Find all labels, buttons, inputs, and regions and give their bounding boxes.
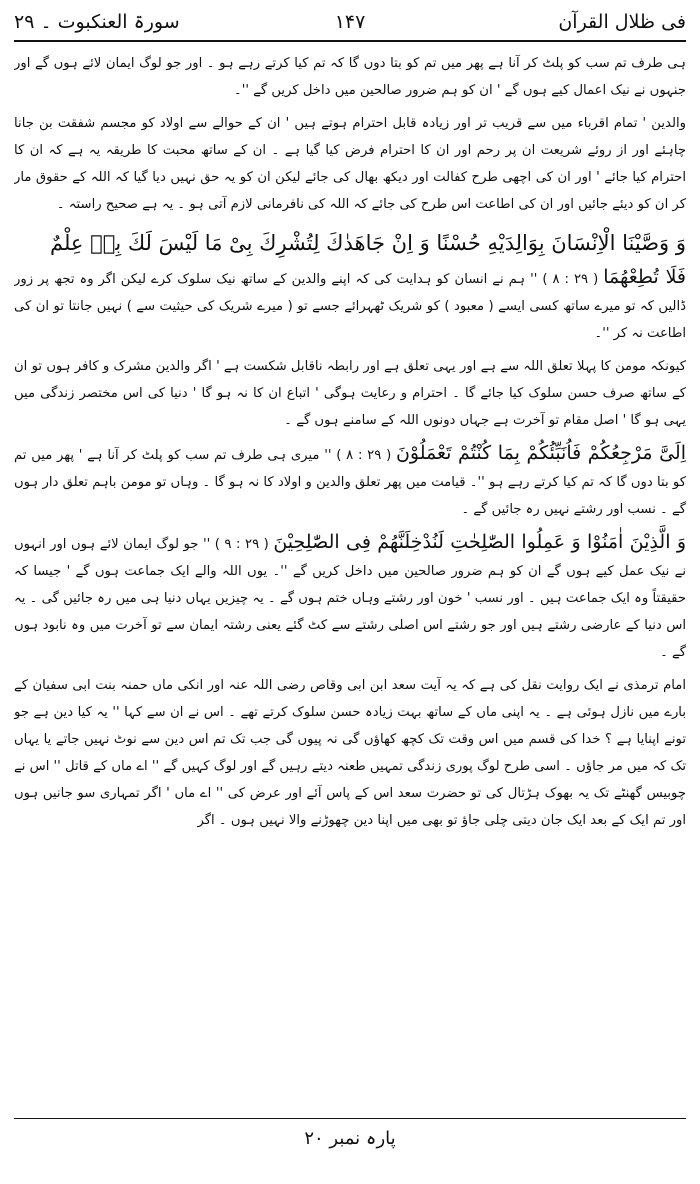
verse-1: وَ وَصَّیْنَا الْاِنْسَانَ بِوَالِدَیْهِ حُسْنًا وَ اِنْ جَاهَدٰكَ لِتُشْرِكَ بِیْ مَا لَیْسَ لَكَ بِهٖ عِلْمٌ: [49, 231, 686, 255]
paragraph-2: والدین ' تمام اقرباء میں سے قریب تر اور زیادہ قابل احترام ہوتے ہیں ' ان کے حوالے سے اولاد کو مجسم شفقت بن جانا چاہئے اور از روئے شریعت ان پر رحم اور ان کا احترام فرض کیا گیا ہے ۔ ان کے ساتھ محبت کا طریقہ یہ ہے کہ ان کا احترام کیا جائے ' اور ان کی اچھی طرح کفالت اور دیکھ بھال کی جائے لیکن ان کو یہ حق نہیں دیا گیا کہ اللہ کے حقوق مار کر ان کو دیئے جائیں اور ان کی اطاعت اس طرح کی جائے کہ اللہ کی نافرمانی لازم آتی ہو ۔ یہ ہے صحیح راستہ ۔: [14, 116, 686, 212]
paragraph-6-text: ایمان لائے ہوں اور انہوں نے نیک عمل کیے ہوں گے ان کو ہم ضرور صالحین میں داخل کریں گے ''۔ یوں اللہ والے ایک جماعت ہوں گے ' جیسا کہ حقیقتاً وہ ایک جماعت ہیں ۔ اور نسب ' خون اور رشتے وہاں ختم ہوں گے ۔ یہ چیزیں یہاں دنیا ہی میں رہ جائیں گی ۔ یہ اس دنیا کے عارضی رشتے ہیں اور جو رشتے اس اصلی رشتے سے کٹ گئے یعنی رشتہ ایمان سے تو آخرت میں وہ نابود ہوں گے ۔: [14, 537, 686, 660]
surah-title: سورۃ العنکبوت ۔ ۲۹: [14, 11, 180, 33]
verse-1-tail: فَلَا تُطِعْهُمَا: [603, 266, 686, 288]
paragraph-5: [14, 440, 686, 523]
verse-2: اِلَیَّ مَرْجِعُكُمْ فَاُنَبِّئُكُمْ بِمَا كُنْتُمْ تَعْمَلُوْنَ: [395, 442, 686, 464]
book-page: [14, 6, 686, 1178]
paragraph-5-text: ( ۲۹ : ۸ ) '' میری ہی طرف تم سب کو پلٹ کر آنا ہے ' پھر میں تم کو بتا دوں گا کہ تم کیا کرتے رہے ہو ''۔ قیامت میں پھر تعلق والدین و اولاد کا نہ ہو گا ۔ وہاں تو مومن باہم تعلق دار ہوں گے ۔ نسب اور رشتے نہیں رہ جائیں گے ۔: [14, 448, 686, 517]
book-title: فی ظلال القرآن: [558, 11, 686, 33]
page-header: [14, 6, 686, 42]
verse-3: وَ الَّذِیْنَ اٰمَنُوْا وَ عَمِلُوا الصّٰلِحٰتِ لَنُدْخِلَنَّهُمْ فِی الصّٰلِحِیْنَ: [273, 531, 686, 553]
paragraph-6: [14, 529, 686, 666]
page-number: ۱۴۷: [334, 11, 366, 33]
juz-label: پارہ نمبر ۲۰: [304, 1128, 396, 1149]
verse-3-reference: ( ۲۹ : ۹ ) '' جو لوگ: [156, 537, 269, 552]
paragraph-3: [14, 264, 686, 347]
paragraph-7: امام ترمذی نے ایک روایت نقل کی ہے کہ یہ آیت سعد ابن ابی وقاص رضی اللہ عنہ اور انکی ماں حمنہ بنت ابی سفیان کے بارے میں نازل ہوئی ہے ۔ یہ اپنی ماں کے ساتھ بہت زیادہ حسن سلوک کرتے تھے ۔ اس نے ان سے کہا '' یہ کیا دین ہے جو تونے اپنایا ہے ؟ خدا کی قسم میں اس وقت تک کچھ کھاؤں گی نہ پیوں گی جب تک تم اس دین سے نوٹ نہیں جاتے یا یہاں تک کہ میں مر جاؤں ۔ اسی طرح لوگ پوری زندگی تمہیں طعنہ دیتے رہیں گے اور لوگ کہیں گے '' اے ماں کے قاتل '' اس نے چوبیس گھنٹے تک یہ بھوک ہڑتال کی تو حضرت سعد اس کے پاس آئے اور عرض کی '' اے ماں ' اگر تمہاری سو جانیں ہوں اور تم ایک کے بعد ایک جان دیتی چلی جاؤ تو بھی میں اپنا دین چھوڑنے والا نہیں ہوں ۔ اگر: [14, 678, 686, 828]
paragraph-4: کیونکہ مومن کا پہلا تعلق اللہ سے ہے اور یہی تعلق ہے اور رابطہ ناقابل شکست ہے ' اگر والدین مشرک و کافر ہوں تو ان کے ساتھ صرف حسن سلوک کیا جائے گا ۔ احترام و رعایت ہوگی ' اتباع ان کا نہ ہو گا ' دنیا کی اس مختصر زندگی میں یہی ہو گا ' اصل مقام تو آخرت ہے جہاں دونوں اللہ کے سامنے ہوں گے ۔: [14, 359, 686, 428]
page-body: [14, 50, 686, 1108]
paragraph-3-text: ( ۲۹ : ۸ ) '' ہم نے انسان کو ہدایت کی کہ اپنے والدین کے ساتھ نیک سلوک کرے لیکن اگر وہ تجھ پر زور ڈالیں کہ تو میرے ساتھ کسی ایسے ( معبود ) کو شریک ٹھہرائے جسے تو ( میرے شریک کی حیثیت سے ) نہیں جانتا تو ان کی اطاعت نہ کر ''۔: [14, 272, 686, 341]
page-footer: [14, 1118, 686, 1167]
paragraph-1: ہی طرف تم سب کو پلٹ کر آنا ہے پھر میں تم کو بتا دوں گا کہ تم کیا کرتے رہے ہو ۔ اور جو لوگ ایمان لائے ہوں گے اور جنہوں نے نیک اعمال کیے ہوں گے ' ان کو ہم ضرور صالحین میں داخل کریں گے ''۔: [14, 56, 686, 98]
